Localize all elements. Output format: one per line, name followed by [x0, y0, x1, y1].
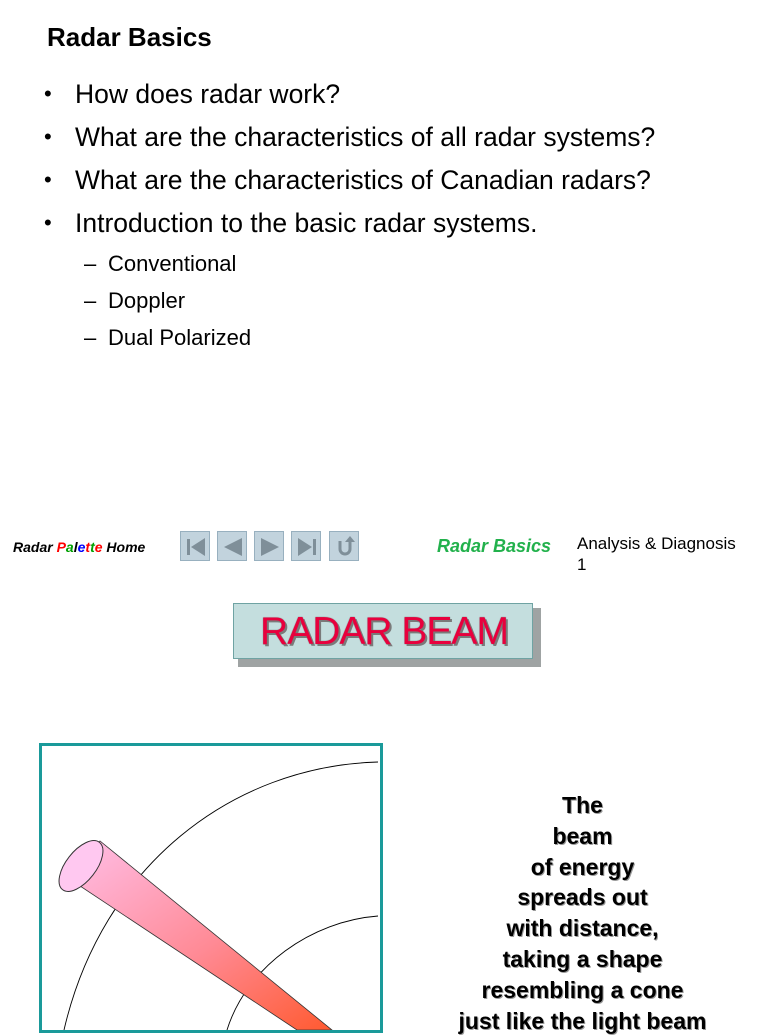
next-slide-button[interactable]	[254, 531, 284, 561]
previous-slide-button[interactable]	[217, 531, 247, 561]
beam-caption: The beam of energy spreads out with distance, taking a shape resembling a cone just like the light beam	[458, 792, 707, 1034]
bullet-item: • What are the characteristics of Canadian radars?	[44, 165, 651, 195]
footer-section-label: Analysis & Diagnosis 1	[577, 534, 736, 574]
palette-word	[57, 539, 103, 555]
slide-title: Radar Basics	[47, 22, 212, 52]
first-icon	[181, 532, 211, 562]
return-button[interactable]	[329, 531, 359, 561]
bullet-item: • How does radar work?	[44, 79, 341, 109]
next-icon	[255, 532, 285, 562]
first-slide-button[interactable]	[180, 531, 210, 561]
radar-beam-diagram	[39, 743, 383, 1033]
radar-beam-title-box	[233, 603, 541, 667]
radar-beam-title: RADAR BEAM	[260, 610, 508, 653]
bullet-item: • Introduction to the basic radar systems.	[44, 208, 538, 238]
palette-letter: t	[90, 539, 95, 555]
sub-bullet-list	[84, 249, 251, 360]
beam-cone-illustration	[42, 746, 380, 1030]
last-slide-button[interactable]	[291, 531, 321, 561]
bullet-list	[44, 76, 655, 248]
sub-bullet-item: – Conventional	[84, 251, 237, 276]
palette-letter: t	[85, 539, 91, 555]
beam-cone	[62, 841, 332, 1030]
palette-letter: e	[77, 539, 86, 555]
palette-letter: l	[73, 539, 78, 555]
return-icon	[330, 532, 360, 562]
sub-bullet-item: – Dual Polarized	[84, 325, 252, 350]
palette-letter: e	[94, 539, 103, 555]
palette-letter: a	[65, 539, 74, 555]
bullet-item: • What are the characteristics of all radar systems?	[44, 122, 656, 152]
footer-topic: Radar Basics	[437, 536, 552, 556]
last-icon	[292, 532, 322, 562]
slide-number: 1	[577, 555, 587, 574]
previous-icon	[218, 532, 248, 562]
radar-palette-home-link[interactable]: Radar Palette Home	[13, 539, 146, 555]
palette-letter: P	[56, 539, 66, 555]
sub-bullet-item: – Doppler	[84, 288, 186, 313]
